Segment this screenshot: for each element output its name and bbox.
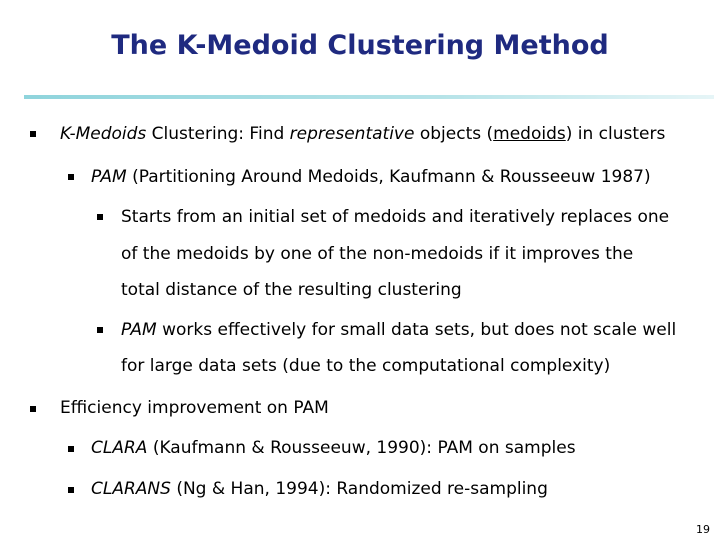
page-number: 19 [696,523,710,536]
bullet-marker [30,406,36,412]
bullet-kmedoids: K-Medoids Clustering: Find representative objects (medoids) in clusters [60,124,666,144]
bullet-pam-detail-line-3: total distance of the resulting clustering [121,280,462,300]
bullet-pam-scaling: PAM works effectively for small data sets, but does not scale well [121,320,677,340]
term-medoids: medoids [493,124,566,144]
bullet-marker [68,446,74,452]
bullet-pam-detail-line-2: of the medoids by one of the non-medoids if it improves the [121,244,634,264]
bullet-marker [30,131,36,137]
bullet-efficiency: Efficiency improvement on PAM [60,398,329,418]
slide-title: The K-Medoid Clustering Method [111,30,609,61]
bullet-pam: PAM (Partitioning Around Medoids, Kaufmann & Rousseeuw 1987) [91,167,651,187]
title-divider [24,95,714,99]
term-clara: CLARA [91,438,148,458]
bullet-clara: CLARA (Kaufmann & Rousseeuw, 1990): PAM on samples [91,438,576,458]
bullet-clarans: CLARANS (Ng & Han, 1994): Randomized re-sampling [91,479,548,499]
bullet-pam-scaling-line-2: for large data sets (due to the computational complexity) [121,356,611,376]
term-kmedoids: K-Medoids [60,124,147,144]
bullet-pam-detail-line-1: Starts from an initial set of medoids and iteratively replaces one [121,207,670,227]
bullet-marker [68,487,74,493]
term-clarans: CLARANS [91,479,171,499]
bullet-marker [68,174,74,180]
term-pam: PAM [121,320,157,340]
term-pam: PAM [91,167,127,187]
bullet-marker [97,214,103,220]
bullet-marker [97,327,103,333]
